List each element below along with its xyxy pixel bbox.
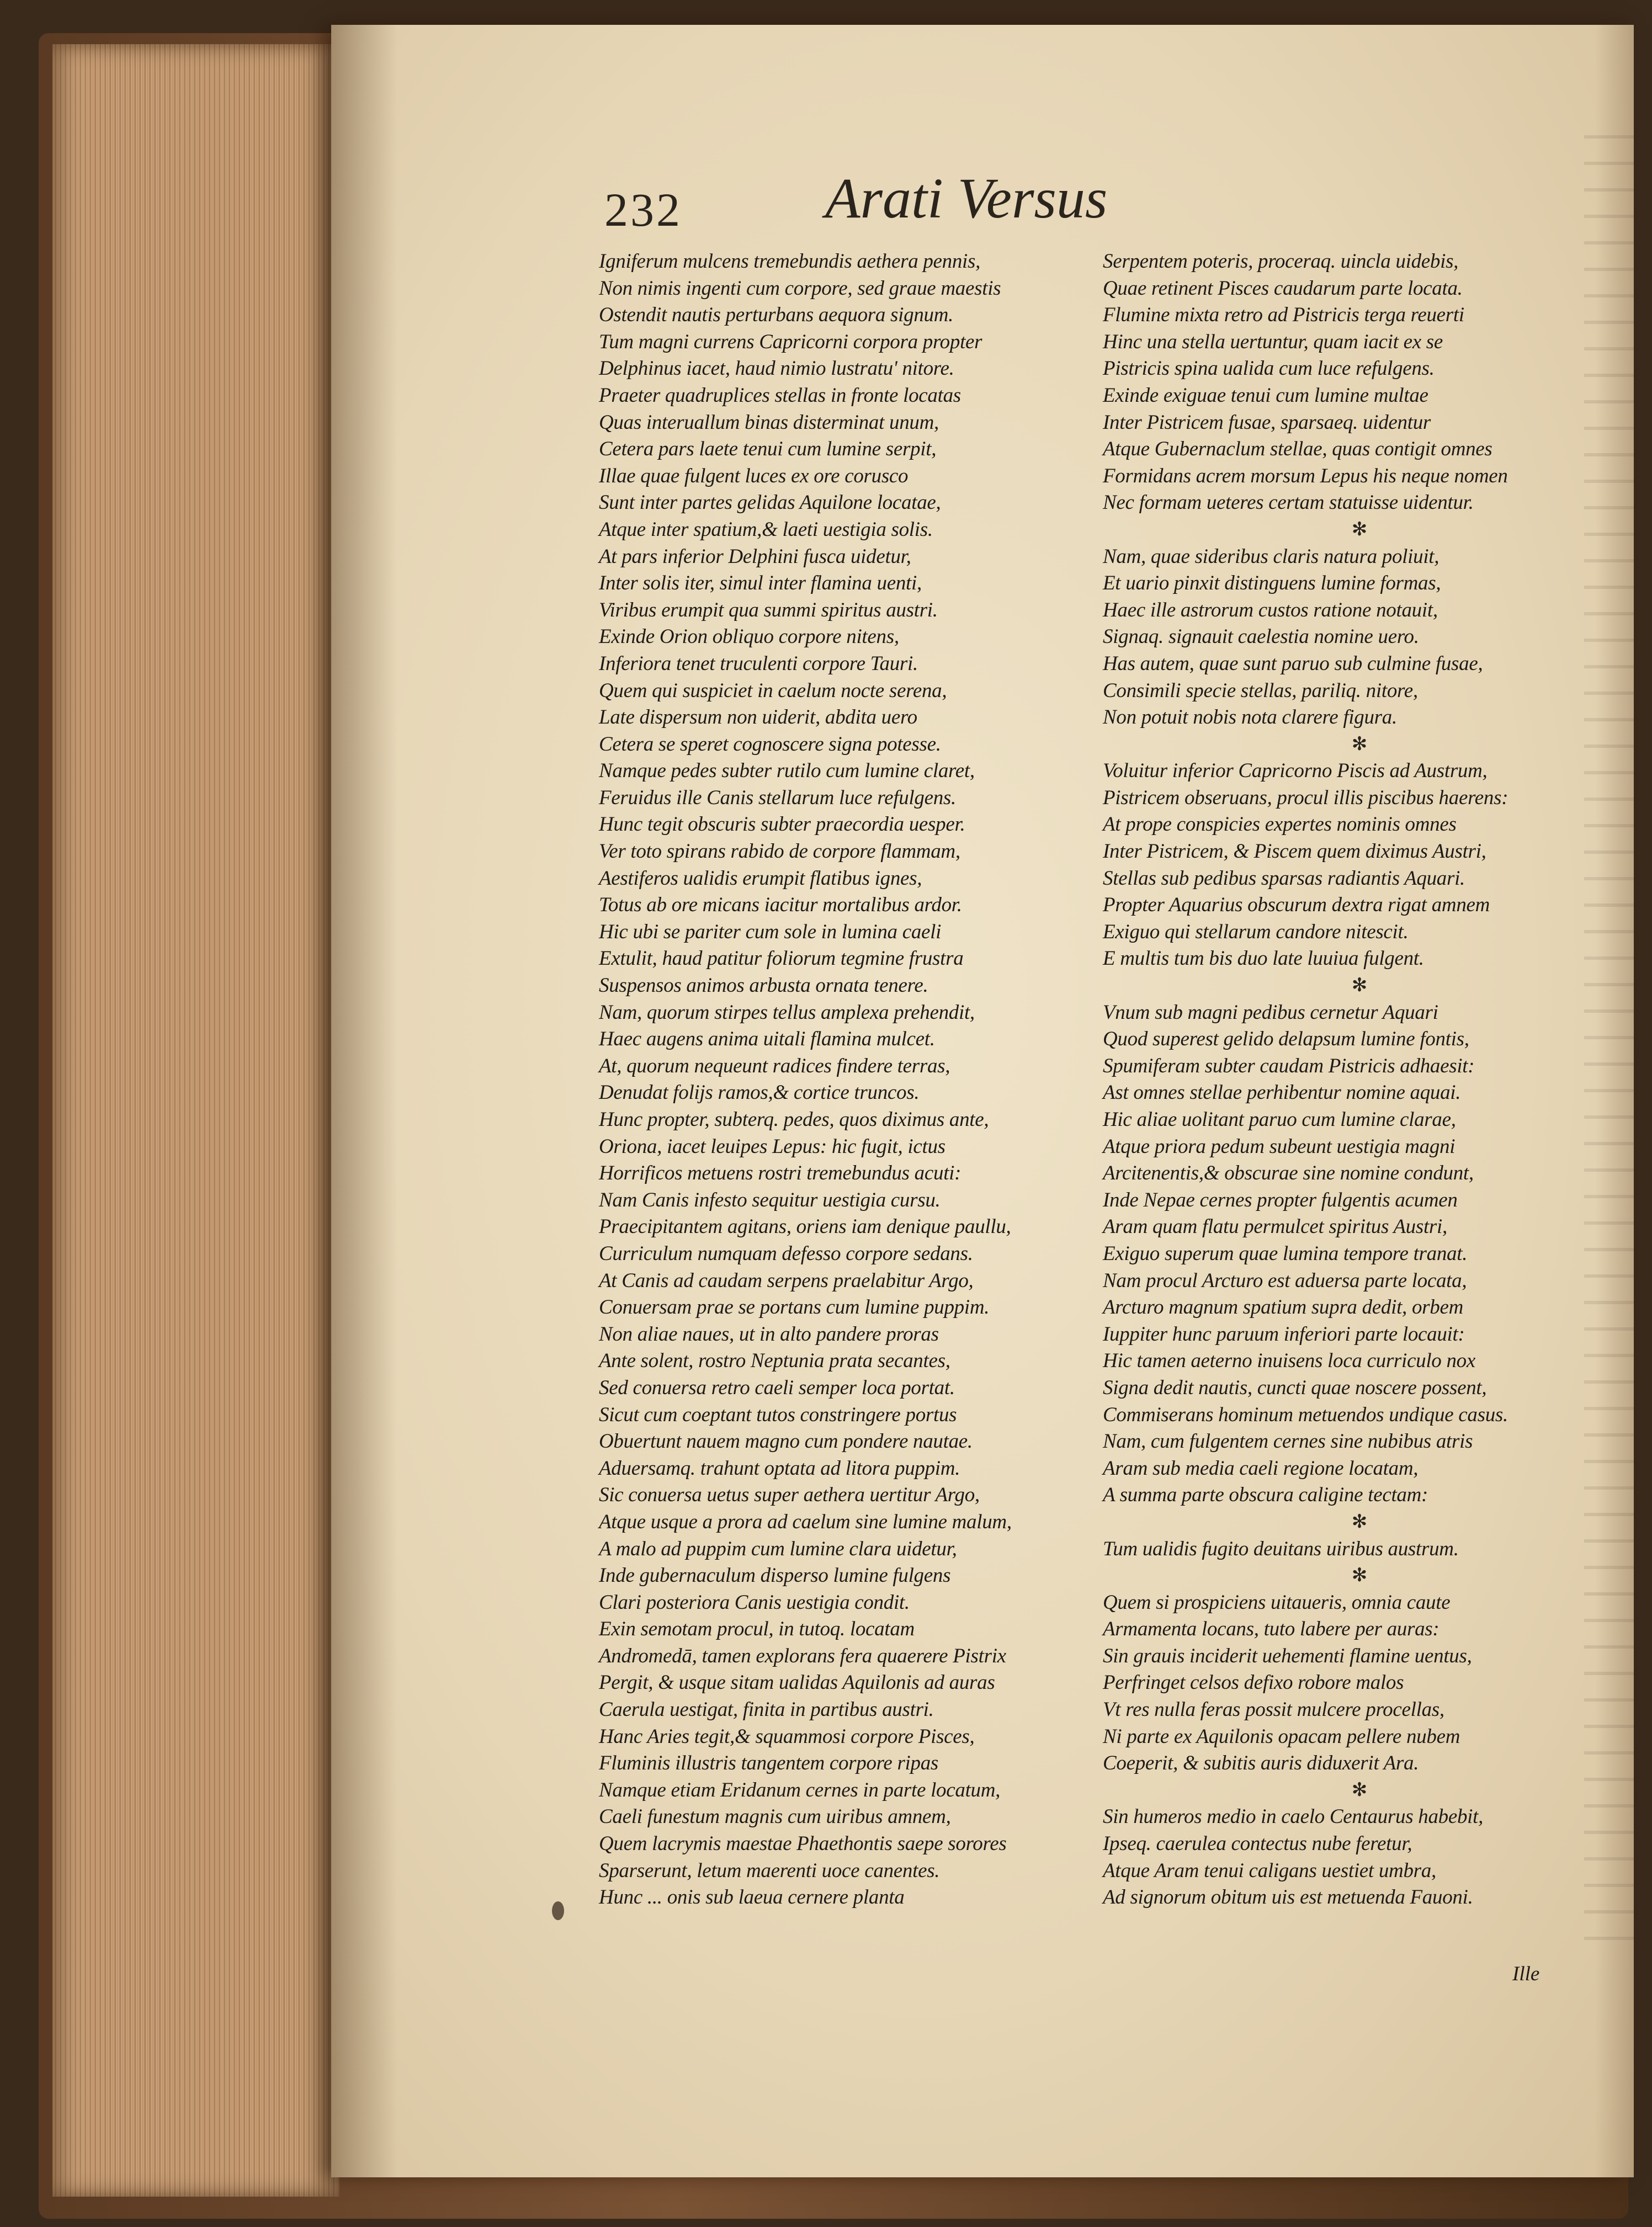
- verse-line: Cetera pars laete tenui cum lumine serpit,: [599, 438, 937, 461]
- verse-line: Oriona, iacet leuipes Lepus: hic fugit, ictus: [599, 1135, 945, 1158]
- verse-line: Illae quae fulgent luces ex ore corusco: [599, 464, 909, 487]
- verse-line: Propter Aquarius obscurum dextra rigat amnem: [1103, 894, 1490, 917]
- verse-line: Hic tamen aeterno inuisens loca curriculo nox: [1103, 1349, 1475, 1373]
- verse-line: At pars inferior Delphini fusca uidetur,: [599, 545, 911, 568]
- verse-line: Quem qui suspiciet in caelum nocte serena,: [599, 679, 947, 702]
- verse-line: Suspensos animos arbusta ornata tenere.: [599, 974, 928, 997]
- verse-line: Quas interuallum binas disterminat unum,: [599, 411, 939, 434]
- verse-line: Ni parte ex Aquilonis opacam pellere nubem: [1103, 1725, 1460, 1748]
- verse-line: At prope conspicies expertes nominis omnes: [1103, 813, 1457, 836]
- verse-line: Consimili specie stellas, pariliq. nitore,: [1103, 679, 1418, 702]
- verse-line: Aduersamq. trahunt optata ad litora puppim.: [599, 1457, 960, 1480]
- verse-line: Pistricem obseruans, procul illis piscibus haerens:: [1103, 786, 1508, 809]
- verse-line: Igniferum mulcens tremebundis aethera pennis,: [599, 250, 981, 273]
- verse-line: Atque inter spatium,& laeti uestigia solis.: [599, 518, 933, 541]
- page: [331, 25, 1634, 2177]
- verse-line: Quem lacrymis maestae Phaethontis saepe sorores: [599, 1832, 1007, 1856]
- verse-line: Haec ille astrorum custos ratione notauit,: [1103, 598, 1438, 621]
- verse-line: Cetera se speret cognoscere signa potesse.: [599, 732, 941, 756]
- verse-line: Exiguo qui stellarum candore nitescit.: [1103, 920, 1409, 943]
- verse-line: Atque Gubernaclum stellae, quas contigit omnes: [1103, 438, 1492, 461]
- verse-line: Sin humeros medio in caelo Centaurus habebit,: [1103, 1805, 1484, 1829]
- verse-line: Nam, cum fulgentem cernes sine nubibus atris: [1103, 1430, 1473, 1453]
- verse-line: Aram quam flatu permulcet spiritus Austri,: [1103, 1215, 1447, 1239]
- verse-line: Spumiferam subter caudam Pistricis adhaesit:: [1103, 1054, 1475, 1077]
- verse-line: Aram sub media caeli regione locatam,: [1103, 1457, 1419, 1480]
- verse-line: Hinc una stella uertuntur, quam iacit ex se: [1103, 330, 1443, 353]
- verse-line: Inter solis iter, simul inter flamina uenti,: [599, 572, 922, 595]
- verse-line: Arcitenentis,& obscurae sine nomine condunt,: [1103, 1162, 1474, 1185]
- verse-line: Tum ualidis fugito deuitans uiribus austrum.: [1103, 1537, 1459, 1560]
- verse-line: Hunc propter, subterq. pedes, quos diximus ante,: [599, 1108, 989, 1131]
- verse-line: Ipseq. caerulea contectus nube feretur,: [1103, 1832, 1412, 1856]
- verse-line: Inde gubernaculum disperso lumine fulgens: [599, 1564, 951, 1587]
- gutter-shadow: [331, 25, 397, 2177]
- verse-line: Denudat folijs ramos,& cortice truncos.: [599, 1081, 920, 1104]
- verse-line: E multis tum bis duo late luuiua fulgent.: [1103, 947, 1424, 970]
- verse-line: Commiserans hominum metuendos undique casus.: [1103, 1403, 1508, 1426]
- ornament-icon: ✻: [1351, 1779, 1368, 1800]
- verse-line: Hunc ... onis sub laeua cernere planta: [599, 1886, 905, 1909]
- verse-line: Nam procul Arcturo est aduersa parte locata,: [1103, 1269, 1467, 1292]
- verse-line: Signa dedit nautis, cuncti quae noscere possent,: [1103, 1376, 1487, 1399]
- verse-line: Praeter quadruplices stellas in fronte locatas: [599, 384, 961, 407]
- verse-line: Iuppiter hunc paruum inferiori parte locauit:: [1103, 1322, 1465, 1346]
- verse-line: Aestiferos ualidis erumpit flatibus ignes,: [599, 867, 922, 890]
- verse-line: Haec augens anima uitali flamina mulcet.: [599, 1028, 935, 1051]
- verse-line: Hic aliae uolitant paruo cum lumine clarae,: [1103, 1108, 1456, 1131]
- verse-line: Viribus erumpit qua summi spiritus austri.: [599, 598, 938, 621]
- verse-line: Fluminis illustris tangentem corpore ripas: [599, 1752, 939, 1775]
- verse-line: Obuertunt nauem magno cum pondere nautae.: [599, 1430, 973, 1453]
- ink-blot: [552, 1901, 564, 1920]
- verse-line: Inter Pistricem, & Piscem quem diximus Austri,: [1103, 840, 1486, 863]
- page-number: 232: [604, 183, 682, 236]
- verse-line: Tum magni currens Capricorni corpora propter: [599, 330, 982, 353]
- verse-line: Clari posteriora Canis uestigia condit.: [599, 1591, 910, 1614]
- ornament-icon: ✻: [1351, 1565, 1368, 1586]
- verse-line: Perfringet celsos defixo robore malos: [1103, 1671, 1404, 1694]
- verse-line: Ast omnes stellae perhibentur nomine aquai.: [1103, 1081, 1461, 1104]
- verse-line: Et uario pinxit distinguens lumine formas,: [1103, 572, 1441, 595]
- verse-line: Stellas sub pedibus sparsas radiantis Aquari.: [1103, 867, 1465, 890]
- verse-line: Formidans acrem morsum Lepus his neque nomen: [1103, 464, 1508, 487]
- verse-line: Hanc Aries tegit,& squammosi corpore Pisces,: [599, 1725, 975, 1748]
- verse-line: Coeperit, & subitis auris diduxerit Ara.: [1103, 1752, 1419, 1775]
- verse-line: Sparserunt, letum maerenti uoce canentes.: [599, 1859, 940, 1882]
- catchword: Ille: [1512, 1963, 1540, 1985]
- ornament-icon: ✻: [1351, 1511, 1368, 1532]
- verse-line: Caeli funestum magnis cum uiribus amnem,: [599, 1805, 951, 1829]
- verse-line: Sunt inter partes gelidas Aquilone locatae,: [599, 491, 941, 514]
- verse-line: Non nimis ingenti cum corpore, sed graue maestis: [599, 277, 1001, 300]
- verse-line: Has autem, quae sunt paruo sub culmine fusae,: [1103, 652, 1483, 675]
- verse-line: Signaq. signauit caelestia nomine uero.: [1103, 625, 1419, 649]
- verse-line: Conuersam prae se portans cum lumine puppim.: [599, 1296, 990, 1319]
- running-head: Arati Versus: [825, 167, 1108, 230]
- verse-line: Caerula uestigat, finita in partibus austri.: [599, 1698, 934, 1721]
- verse-line: Namque etiam Eridanum cernes in parte locatum,: [599, 1778, 1001, 1801]
- verse-line: Nec formam ueteres certam statuisse uidentur.: [1103, 491, 1474, 514]
- verse-line: Andromedā, tamen explorans fera quaerere Pistrix: [599, 1644, 1006, 1667]
- ornament-icon: ✻: [1351, 975, 1368, 996]
- ornament-icon: ✻: [1351, 734, 1368, 754]
- verse-line: Ostendit nautis perturbans aequora signum.: [599, 304, 954, 327]
- verse-line: Extulit, haud patitur foliorum tegmine frustra: [599, 947, 964, 970]
- verse-line: Hunc tegit obscuris subter praecordia uesper.: [599, 813, 965, 836]
- verse-line: Atque priora pedum subeunt uestigia magni: [1103, 1135, 1456, 1158]
- verse-line: Sin grauis inciderit uehementi flamine uentus,: [1103, 1644, 1472, 1667]
- verse-line: Flumine mixta retro ad Pistricis terga reuerti: [1103, 304, 1464, 327]
- verse-line: Feruidus ille Canis stellarum luce refulgens.: [599, 786, 956, 809]
- verse-line: Quem si prospiciens uitaueris, omnia caute: [1103, 1591, 1451, 1614]
- verse-line: Atque Aram tenui caligans uestiet umbra,: [1103, 1859, 1436, 1882]
- ornament-icon: ✻: [1351, 519, 1368, 540]
- page-block-edge: [52, 44, 339, 2197]
- left-column: [599, 248, 1096, 1911]
- verse-line: A summa parte obscura caligine tectam:: [1103, 1484, 1428, 1507]
- verse-line: A malo ad puppim cum lumine clara uidetur,: [599, 1537, 957, 1560]
- verse-line: Namque pedes subter rutilo cum lumine claret,: [599, 759, 975, 783]
- verse-line: Arcturo magnum spatium supra dedit, orbem: [1103, 1296, 1463, 1319]
- verse-line: Quod superest gelido delapsum lumine fontis,: [1103, 1028, 1469, 1051]
- verse-line: Delphinus iacet, haud nimio lustratu' nitore.: [599, 357, 954, 380]
- verse-line: Hic ubi se pariter cum sole in lumina caeli: [599, 920, 942, 943]
- verse-line: Inde Nepae cernes propter fulgentis acumen: [1103, 1188, 1458, 1211]
- verse-line: Totus ab ore micans iacitur mortalibus ardor.: [599, 894, 962, 917]
- verse-line: Inter Pistricem fusae, sparsaeq. uidentur: [1103, 411, 1431, 434]
- verse-line: Praecipitantem agitans, oriens iam denique paullu,: [599, 1215, 1011, 1239]
- verse-line: Pistricis spina ualida cum luce refulgens.: [1103, 357, 1435, 380]
- verse-line: Ad signorum obitum uis est metuenda Fauoni.: [1103, 1886, 1473, 1909]
- right-column: [1103, 248, 1616, 1911]
- verse-line: Exinde Orion obliquo corpore nitens,: [599, 625, 899, 649]
- verse-line: Exiguo superum quae lumina tempore tranat.: [1103, 1242, 1468, 1265]
- verse-line: Exin semotam procul, in tutoq. locatam: [599, 1618, 915, 1641]
- verse-line: Nam Canis infesto sequitur uestigia cursu.: [599, 1188, 941, 1211]
- verse-line: At, quorum nequeunt radices findere terras,: [599, 1054, 950, 1077]
- verse-line: Vnum sub magni pedibus cernetur Aquari: [1103, 1001, 1438, 1024]
- verse-line: Vt res nulla feras possit mulcere procellas,: [1103, 1698, 1444, 1721]
- verse-line: Inferiora tenet truculenti corpore Tauri.: [599, 652, 918, 675]
- verse-line: Nam, quae sideribus claris natura poliuit,: [1103, 545, 1439, 568]
- verse-line: Exinde exiguae tenui cum lumine multae: [1103, 384, 1428, 407]
- verse-line: Atque usque a prora ad caelum sine lumine malum,: [599, 1510, 1012, 1533]
- verse-line: Quae retinent Pisces caudarum parte locata.: [1103, 277, 1463, 300]
- verse-line: Serpentem poteris, proceraq. uincla uidebis,: [1103, 250, 1459, 273]
- verse-line: Ver toto spirans rabido de corpore flammam,: [599, 840, 960, 863]
- verse-line: At Canis ad caudam serpens praelabitur Argo,: [599, 1269, 974, 1292]
- verse-line: Sicut cum coeptant tutos constringere portus: [599, 1403, 957, 1426]
- verse-line: Nam, quorum stirpes tellus amplexa prehendit,: [599, 1001, 975, 1024]
- verse-line: Horrificos metuens rostri tremebundus acuti:: [599, 1162, 962, 1185]
- verse-line: Armamenta locans, tuto labere per auras:: [1103, 1618, 1439, 1641]
- verse-line: Curriculum numquam defesso corpore sedans.: [599, 1242, 973, 1265]
- verse-line: Pergit, & usque sitam ualidas Aquilonis ad auras: [599, 1671, 995, 1694]
- page-header: [604, 166, 1377, 243]
- verse-line: Sed conuersa retro caeli semper loca portat.: [599, 1376, 955, 1399]
- verse-line: Voluitur inferior Capricorno Piscis ad Austrum,: [1103, 759, 1488, 783]
- verse-line: Non potuit nobis nota clarere figura.: [1103, 706, 1397, 729]
- verse-line: Non aliae naues, ut in alto pandere proras: [599, 1322, 939, 1346]
- verse-line: Ante solent, rostro Neptunia prata secantes,: [599, 1349, 950, 1373]
- verse-line: Sic conuersa uetus super aethera uertitur Argo,: [599, 1484, 980, 1507]
- verse-line: Late dispersum non uiderit, abdita uero: [599, 706, 917, 729]
